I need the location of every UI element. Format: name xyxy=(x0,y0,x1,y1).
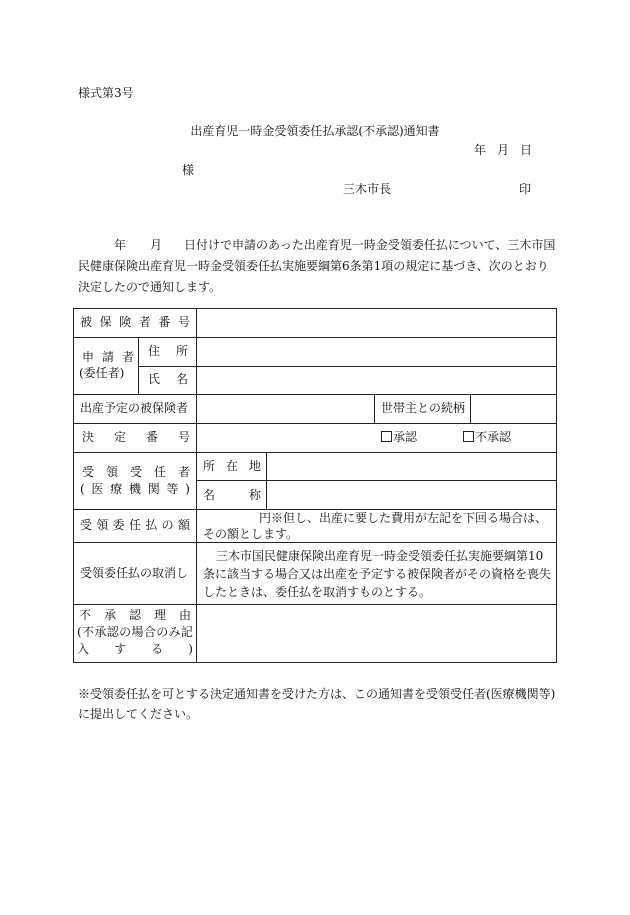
cancel-text: 三木市国民健康保険出産育児一時金受領委任払実施要綱第10条に該当する場合又は出産を予定する被保険者がその資格を喪失したときは、委任払を取消すものとする。 xyxy=(203,549,552,599)
receiver-location-label: 所 在 地 xyxy=(203,459,261,473)
reason-label: 不 承 認 理 由 xyxy=(79,608,191,622)
column-divider xyxy=(470,394,471,423)
receiver-subtitle: ( 医 療 機 関 等 ) xyxy=(80,482,190,496)
column-divider xyxy=(196,308,197,663)
date-day: 日 xyxy=(520,143,533,157)
row-divider xyxy=(73,423,557,424)
approve-checkbox[interactable] xyxy=(381,431,392,442)
decision-number-label: 決 定 番 号 xyxy=(82,430,190,444)
household-relation-label: 世帯主との続柄 xyxy=(381,401,466,415)
row-divider xyxy=(138,366,557,367)
amount-text: 円※但し、出産に要した費用が左記を下回る場合は、その額とします。 xyxy=(203,511,548,541)
approve-option-label: 承認 xyxy=(393,430,418,444)
issuer-seal: 印 xyxy=(519,182,532,196)
column-divider xyxy=(374,394,375,423)
disapprove-option[interactable] xyxy=(463,430,511,445)
notice-paragraph xyxy=(78,235,556,298)
approve-option[interactable] xyxy=(381,430,417,445)
expected-insured-label: 出産予定の被保険者 xyxy=(80,401,189,415)
row-divider xyxy=(196,480,557,481)
applicant-address-label: 住 所 xyxy=(148,344,188,358)
date-month: 月 xyxy=(497,143,510,157)
column-divider xyxy=(138,337,139,394)
receiver-name-label: 名 称 xyxy=(203,488,261,502)
receiver-label: 受 領 受 任 者 xyxy=(82,465,190,479)
applicant-subtitle: (委任者) xyxy=(79,366,125,380)
document-title: 出産育児一時金受領委任払承認(不承認)通知書 xyxy=(190,124,440,138)
body-month: 月 xyxy=(150,238,163,252)
applicant-label: 申 請 者 xyxy=(82,350,134,364)
row-divider xyxy=(73,394,557,395)
amount-label: 受 領 委 任 払 の 額 xyxy=(80,518,190,532)
cancel-label: 受領委任払の取消し xyxy=(80,566,189,580)
reason-subtitle: ( 不 承 認 の 場 合 の み 記 xyxy=(77,625,193,639)
issuer-name: 三木市長 xyxy=(343,182,392,196)
column-divider xyxy=(266,452,267,509)
row-divider xyxy=(73,452,557,453)
form-number: 様式第3号 xyxy=(78,86,134,100)
reason-subtitle-end: 入 す る ) xyxy=(77,642,193,656)
row-divider xyxy=(73,542,557,543)
addressee-suffix: 様 xyxy=(182,163,195,177)
row-divider xyxy=(73,604,557,605)
footnote: ※受領委任払を可とする決定通知書を受けた方は、この通知書を受領受任者(医療機関等)に提出してください。 xyxy=(78,687,556,721)
applicant-name-label: 氏 名 xyxy=(148,372,188,386)
body-text: 日付けで申請のあった出産育児一時金受領委任払について、三木市国民健康保険出産育児一時金受領委任払実施要綱第6条第1項の規定に基づき、次のとおり決定したので通知します。 xyxy=(78,238,556,294)
date-year: 年 xyxy=(474,143,487,157)
row-divider xyxy=(73,337,557,338)
disapprove-checkbox[interactable] xyxy=(463,431,474,442)
insured-number-label: 被 保 険 者 番 号 xyxy=(80,315,190,329)
disapprove-option-label: 不承認 xyxy=(475,430,512,444)
body-year: 年 xyxy=(114,238,127,252)
